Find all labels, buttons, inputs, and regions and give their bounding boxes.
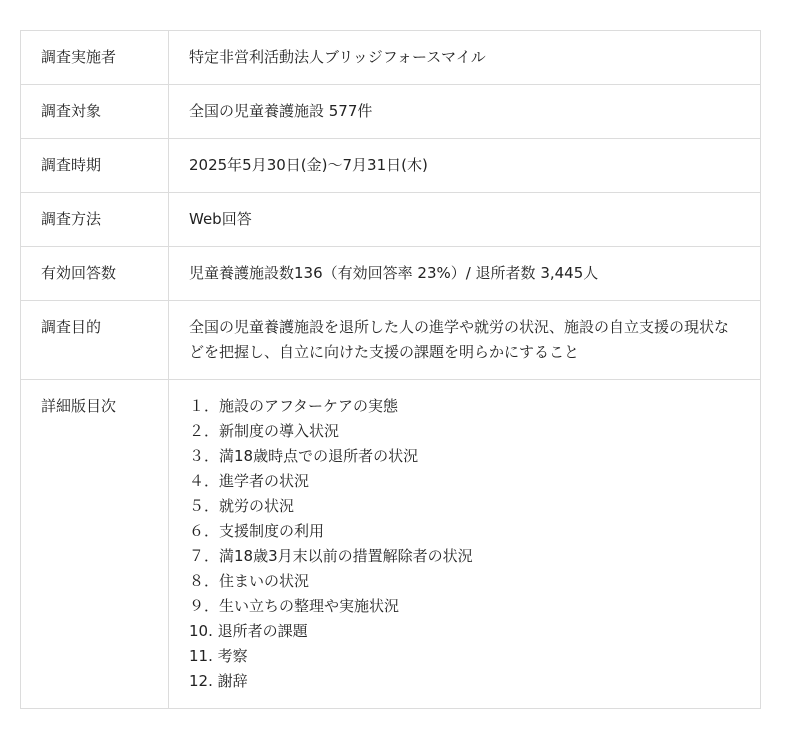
row-label: 調査方法 <box>21 193 169 247</box>
row-value: 全国の児童養護施設 577件 <box>169 85 761 139</box>
toc-item: 12. 謝辞 <box>189 672 248 690</box>
row-toc <box>21 380 761 709</box>
toc-cell <box>169 380 761 709</box>
row-label: 詳細版目次 <box>21 380 169 709</box>
toc-item: ３．満18歳時点での退所者の状況 <box>189 447 419 465</box>
survey-overview-table <box>20 30 761 709</box>
toc-item: １．施設のアフターケアの実態 <box>189 397 398 415</box>
row-purpose <box>21 301 761 380</box>
row-value: 2025年5月30日(金)〜7月31日(木) <box>169 139 761 193</box>
toc-list <box>189 394 742 694</box>
row-label: 調査時期 <box>21 139 169 193</box>
toc-item: ５．就労の状況 <box>189 497 295 515</box>
toc-item: ８．住まいの状況 <box>189 572 310 590</box>
row-value: 全国の児童養護施設を退所した人の進学や就労の状況、施設の自立支援の現状などを把握し、自立に向けた支援の課題を明らかにすること <box>169 301 761 380</box>
row-value: Web回答 <box>169 193 761 247</box>
toc-item: ４．進学者の状況 <box>189 472 310 490</box>
row-label: 調査実施者 <box>21 31 169 85</box>
toc-item: 11. 考察 <box>189 647 248 665</box>
row-label: 有効回答数 <box>21 247 169 301</box>
toc-item: ９．生い立ちの整理や実施状況 <box>189 597 400 615</box>
row-label: 調査目的 <box>21 301 169 380</box>
row-label: 調査対象 <box>21 85 169 139</box>
row-period <box>21 139 761 193</box>
row-surveyor <box>21 31 761 85</box>
row-responses <box>21 247 761 301</box>
row-value: 児童養護施設数136（有効回答率 23%）/ 退所者数 3,445人 <box>169 247 761 301</box>
row-method <box>21 193 761 247</box>
toc-item: ２．新制度の導入状況 <box>189 422 340 440</box>
row-target <box>21 85 761 139</box>
toc-item: ６．支援制度の利用 <box>189 522 325 540</box>
toc-item: 10. 退所者の課題 <box>189 622 308 640</box>
toc-item: ７．満18歳3月末以前の措置解除者の状況 <box>189 547 473 565</box>
row-value: 特定非営利活動法人ブリッジフォースマイル <box>169 31 761 85</box>
